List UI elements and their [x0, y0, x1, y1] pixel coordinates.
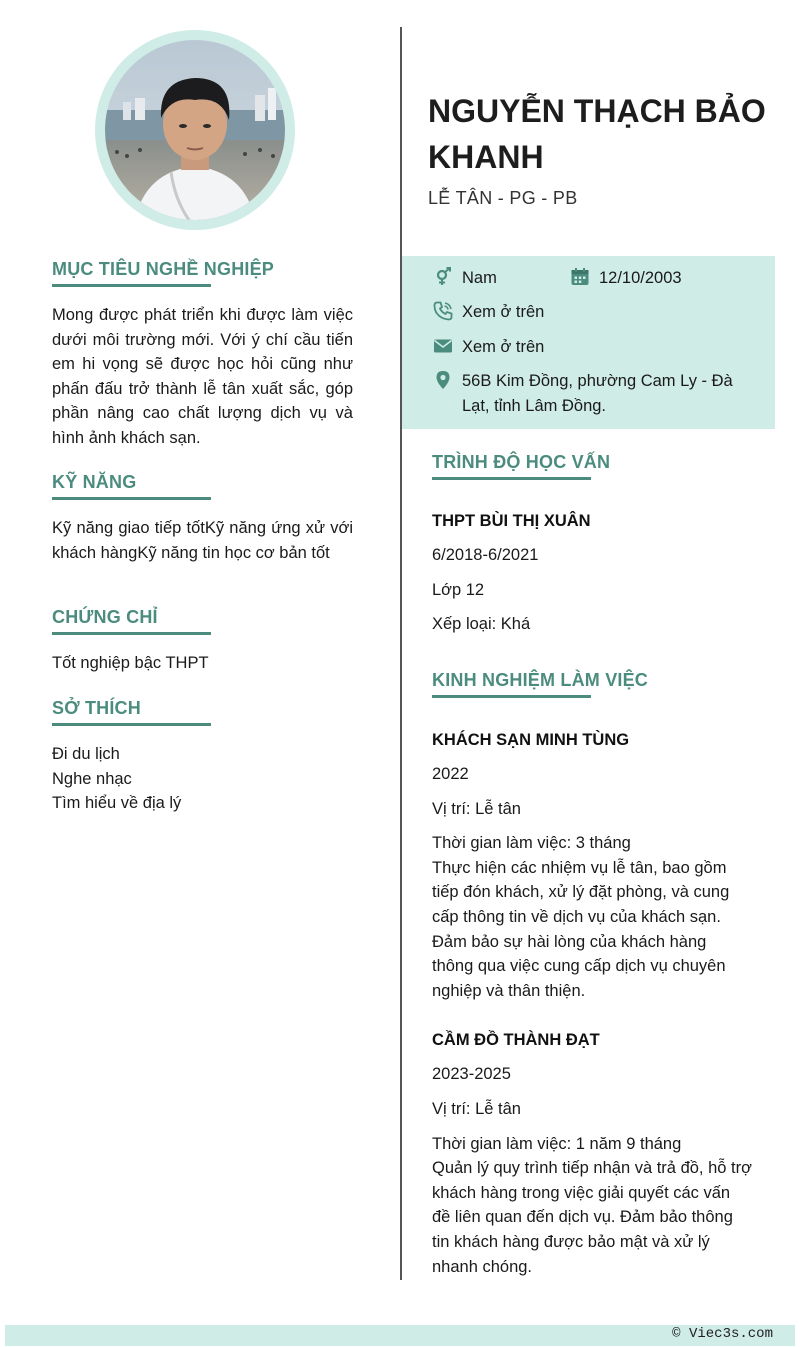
avatar-frame	[95, 30, 295, 230]
job-duration: Thời gian làm việc: 1 năm 9 tháng	[432, 1134, 682, 1153]
job-company: KHÁCH SẠN MINH TÙNG	[432, 731, 630, 749]
job-duration: Thời gian làm việc: 3 tháng	[432, 834, 631, 853]
candidate-role: LỄ TÂN - PG - PB	[428, 188, 578, 208]
career-objective-title: MỤC TIÊU NGHỀ NGHIỆP	[52, 259, 275, 279]
section-rule	[432, 695, 591, 698]
email-icon	[432, 335, 454, 357]
birthdate-row	[569, 266, 682, 291]
address-row	[432, 369, 752, 418]
column-divider	[400, 27, 402, 1280]
education-class: Lớp 12	[432, 580, 485, 599]
phone-value: Xem ở trên	[462, 303, 545, 321]
experience-title: KINH NGHIỆM LÀM VIỆC	[432, 670, 649, 690]
birthdate-value: 12/10/2003	[599, 269, 682, 287]
avatar	[105, 40, 285, 220]
certificates-section	[52, 607, 353, 676]
skills-text: Kỹ năng giao tiếp tốtKỹ năng ứng xử với khách hàngKỹ năng tin học cơ bản tốt	[52, 519, 353, 562]
section-rule	[52, 284, 211, 287]
hobby-item: Tìm hiểu về địa lý	[52, 794, 182, 813]
location-pin-icon	[432, 369, 454, 391]
email-value: Xem ở trên	[462, 338, 545, 356]
job-position: Vị trí: Lễ tân	[432, 799, 521, 818]
certificates-title: CHỨNG CHỈ	[52, 607, 158, 627]
job-description: Quản lý quy trình tiếp nhận và trả đồ, hỗ trợ khách hàng trong việc giải quyết các vấn đề liên quan đến dịch vụ. Đảm bảo thông tin khách hàng được bảo mật và xử lý nhanh chóng.	[432, 1159, 752, 1276]
education-school: THPT BÙI THỊ XUÂN	[432, 512, 591, 530]
calendar-icon	[569, 266, 591, 288]
hobbies-title: SỞ THÍCH	[52, 698, 141, 718]
section-rule	[52, 632, 211, 635]
job-entry	[432, 731, 752, 1003]
section-rule	[432, 477, 591, 480]
email-row	[432, 335, 544, 360]
job-company: CẦM ĐỒ THÀNH ĐẠT	[432, 1031, 600, 1050]
job-entry	[432, 1031, 752, 1279]
section-rule	[52, 497, 211, 500]
phone-icon	[432, 300, 454, 322]
career-objective-text: Mong được phát triển khi được làm việc dưới môi trường mới. Với ý chí cầu tiến em hi vọng sẽ được học hỏi cũng như phấn đấu trở thành lễ tân xuất sắc, góp phần nâng cao chất lượng dịch vụ và hình ảnh khách sạn.	[52, 306, 353, 447]
footer-credit: © Viec3s.com	[672, 1326, 773, 1342]
contact-panel	[402, 256, 775, 429]
hobbies-section	[52, 698, 353, 816]
candidate-name: NGUYỄN THẠCH BẢO KHANH	[428, 93, 766, 175]
education-rank: Xếp loại: Khá	[432, 615, 531, 634]
certificates-text: Tốt nghiệp bậc THPT	[52, 654, 209, 672]
footer-bar	[5, 1325, 795, 1346]
skills-section	[52, 472, 353, 565]
job-year: 2023-2025	[432, 1065, 511, 1084]
gender-row	[432, 266, 497, 291]
education-section	[432, 452, 752, 637]
gender-value: Nam	[462, 269, 497, 287]
phone-row	[432, 300, 544, 325]
gender-icon	[432, 266, 454, 288]
job-description: Thực hiện các nhiệm vụ lễ tân, bao gồm tiếp đón khách, xử lý đặt phòng, và cung cấp thông tin về dịch vụ của khách sạn. Đảm bảo sự hài lòng của khách hàng thông qua việc cung cấp dịch vụ chuyên nghiệp và thân thiện.	[432, 858, 730, 1000]
hobbies-list	[52, 742, 353, 816]
career-objective-section	[52, 259, 353, 451]
education-period: 6/2018-6/2021	[432, 546, 539, 564]
avatar-photo	[105, 40, 285, 220]
job-position: Vị trí: Lễ tân	[432, 1099, 521, 1118]
skills-title: KỸ NĂNG	[52, 472, 137, 492]
hobby-item: Nghe nhạc	[52, 769, 132, 788]
section-rule	[52, 723, 211, 726]
hobby-item: Đi du lịch	[52, 745, 120, 763]
experience-section	[432, 670, 752, 1279]
job-year: 2022	[432, 765, 469, 783]
address-value: 56B Kim Đồng, phường Cam Ly - Đà Lạt, tỉnh Lâm Đồng.	[462, 372, 733, 415]
education-title: TRÌNH ĐỘ HỌC VẤN	[432, 452, 611, 472]
